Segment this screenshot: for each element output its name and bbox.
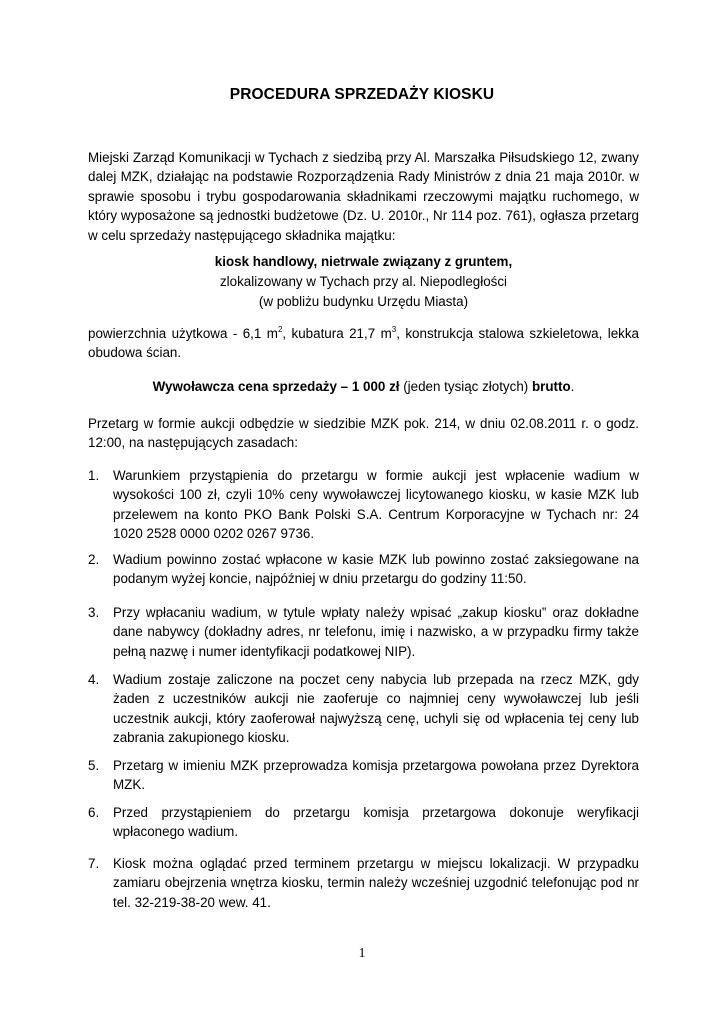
rule-number: 6. xyxy=(88,805,100,820)
rule-item-4 xyxy=(88,670,639,748)
item-line-2: zlokalizowany w Tychach przy al. Niepodległości xyxy=(219,274,508,289)
specs-part-1: powierzchnia użytkowa - 6,1 m xyxy=(88,326,278,341)
page-number: 1 xyxy=(358,946,366,961)
rule-item-3 xyxy=(88,603,639,661)
document-title: PROCEDURA SPRZEDAŻY KIOSKU xyxy=(229,86,495,103)
intro-paragraph: Miejski Zarząd Komunikacji w Tychach z siedzibą przy Al. Marszałka Piłsudskiego 12, zwany dalej MZK, działając na podstawie Rozporządzenia Rady Ministrów z dnia 21 maja 2010r. w sprawie sposobu i trybu gospodarowania składnikami rzeczowymi majątku ruchomego, w który wyposażone są jednostki budżetowe (Dz. U. 2010r., Nr 114 poz. 761), ogłasza przetarg w celu sprzedaży następującego składnika majątku: xyxy=(88,150,639,243)
rule-text: Warunkiem przystąpienia do przetargu w formie aukcji jest wpłacenie wadium w wysokości 100 zł, czyli 10% ceny wywoławczej licytowanego kiosku, w kasie MZK lub przelewem na konto PKO Bank Polski S.A. Centrum Korporacyjne w Tychach nr: 24 1020 2528 0000 0202 0267 9736. xyxy=(113,468,639,542)
rule-item-7 xyxy=(88,854,639,912)
rule-text: Kiosk można oglądać przed terminem przetargu w miejscu lokalizacji. W przypadku zamiaru obejrzenia wnętrza kiosku, termin należy wcześniej uzgodnić telefonując pod nr tel. 32-219-38-20 wew. 41. xyxy=(113,856,639,910)
rule-text: Wadium powinno zostać wpłacone w kasie MZK lub powinno zostać zaksiegowane na podanym wyżej koncie, najpóźniej w dniu przetargu do godziny 11:50. xyxy=(113,552,639,587)
specs-part-3: , konstrukcja stalowa szkieletowa, lekka obudowa ścian. xyxy=(88,326,639,361)
specs-paragraph xyxy=(88,324,639,363)
price-end: . xyxy=(570,379,575,394)
specs-sup-2: 3 xyxy=(391,325,397,334)
item-line-3: (w pobliżu budynku Urzędu Miasta) xyxy=(258,294,469,309)
rule-number: 1. xyxy=(88,468,100,483)
rule-item-6 xyxy=(88,803,639,842)
item-line-1: kiosk handlowy, nietrwale związany z gruntem, xyxy=(214,254,513,269)
specs-sup-1: 2 xyxy=(277,325,283,334)
rule-number: 2. xyxy=(88,552,100,567)
rule-number: 4. xyxy=(88,672,100,687)
rule-item-1 xyxy=(88,466,639,544)
price-brutto: brutto xyxy=(531,379,571,394)
price-label: Wywoławcza cena sprzedaży – 1 000 zł xyxy=(152,379,400,394)
price-line xyxy=(88,377,639,397)
auction-info-paragraph: Przetarg w formie aukcji odbędzie w siedzibie MZK pok. 214, w dniu 02.08.2011 r. o godz. 12:00, na następujących zasadach: xyxy=(88,416,639,451)
rule-number: 3. xyxy=(88,605,100,620)
rule-text: Wadium zostaje zaliczone na poczet ceny nabycia lub przepada na rzecz MZK, gdy żaden z uczestników aukcji nie zaoferuje co najmniej ceny wywoławczej lub jeśli uczestnik aukcji, który zaoferował najwyższą cenę, uchyli się od wpłacenia tej ceny lub zabrania zakupionego kiosku. xyxy=(113,672,639,746)
rule-number: 7. xyxy=(88,856,100,871)
price-words: (jeden tysiąc złotych) xyxy=(399,379,532,394)
rule-item-2 xyxy=(88,550,639,589)
rule-text: Przed przystąpieniem do przetargu komisja przetargowa dokonuje weryfikacji wpłaconego wadium. xyxy=(113,805,639,840)
rule-number: 5. xyxy=(88,758,100,773)
rule-text: Przetarg w imieniu MZK przeprowadza komisja przetargowa powołana przez Dyrektora MZK. xyxy=(113,758,639,793)
specs-part-2: , kubatura 21,7 m xyxy=(282,326,392,341)
rule-item-5 xyxy=(88,756,639,795)
item-description xyxy=(88,252,639,312)
rule-text: Przy wpłacaniu wadium, w tytule wpłaty należy wpisać „zakup kiosku” oraz dokładne dane nabywcy (dokładny adres, nr telefonu, imię i nazwisko, a w przypadku firmy także pełną nazwę i numer identyfikacji podatkowej NIP). xyxy=(113,605,639,659)
